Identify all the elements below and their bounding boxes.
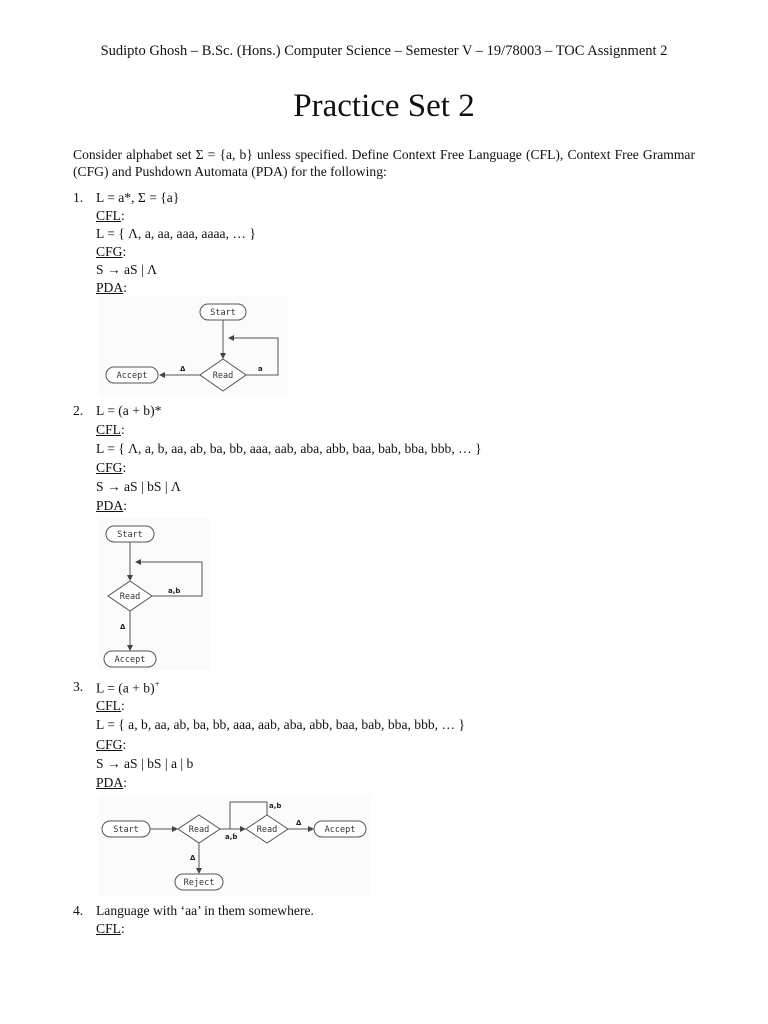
pda-label: PDA (96, 280, 124, 295)
read-node-2-label: Read (256, 825, 278, 835)
pda-label: PDA (96, 498, 124, 513)
item-1-pda-diagram (98, 296, 288, 396)
cfl-label: CFL (96, 921, 121, 936)
loop-label: a,b (168, 587, 181, 595)
item-1-question: L = a*, Σ = {a} (96, 190, 180, 205)
colon: : (123, 775, 127, 790)
item-4-question: Language with ‘aa’ in them somewhere. (96, 903, 314, 918)
item-4-cfl-heading (96, 921, 125, 937)
colon: : (122, 460, 127, 475)
cfg-label: CFG (96, 244, 123, 259)
start-node-label: Start (117, 530, 143, 540)
item-2-cfl: L = { Λ, a, b, aa, ab, ba, bb, aaa, aab, aba, abb, baa, bab, bba, bbb, … } (96, 441, 482, 456)
intro-paragraph: Consider alphabet set Σ = {a, b} unless specified. Define Context Free Language (CFL), Context Free Grammar (CFG) and Pushdown Automata (PDA) for the following: (73, 147, 695, 179)
read-node-label: Read (212, 371, 234, 381)
colon: : (122, 244, 127, 259)
loop-label: a,b (269, 802, 282, 810)
colon: : (120, 921, 125, 936)
exit-2-label: Δ (296, 819, 302, 827)
item-3-cfg: S → aS | bS | a | b (96, 756, 194, 771)
item-1-cfl-heading (96, 208, 125, 224)
item-2-number: 2. (73, 403, 84, 418)
cfl-label: CFL (96, 422, 121, 437)
item-4-number: 4. (73, 903, 84, 918)
read-node-label: Read (119, 592, 141, 602)
mid-label: a,b (225, 833, 238, 841)
item-2-pda-heading (96, 498, 127, 514)
loop-label: a (258, 365, 263, 373)
start-node-label: Start (210, 308, 236, 318)
exit-label: Δ (180, 365, 186, 373)
cfg-label: CFG (96, 460, 123, 475)
item-3-question (96, 679, 160, 697)
reject-node-label: Reject (183, 878, 215, 888)
accept-node-label: Accept (324, 825, 356, 835)
read-node-1-label: Read (188, 825, 210, 835)
exit-1-label: Δ (190, 854, 196, 862)
item-3-number: 3. (73, 679, 84, 694)
colon: : (120, 208, 125, 223)
accept-node-label: Accept (116, 371, 148, 381)
item-3-cfg-heading (96, 737, 126, 753)
start-node-label: Start (113, 825, 139, 835)
cfg-label: CFG (96, 737, 123, 752)
item-2-cfg-heading (96, 460, 126, 476)
item-1-number: 1. (73, 190, 84, 205)
cfl-label: CFL (96, 698, 121, 713)
item-1-cfg-heading (96, 244, 126, 260)
question-base: L = (a + b) (96, 680, 155, 696)
item-2-pda-diagram (98, 518, 210, 670)
item-3-pda-diagram (98, 796, 370, 896)
question-superscript: + (154, 679, 160, 689)
colon: : (122, 737, 127, 752)
item-3-cfl-heading (96, 698, 125, 714)
item-1-cfg: S → aS | Λ (96, 262, 157, 277)
item-2-cfg: S → aS | bS | Λ (96, 479, 181, 494)
page-header: Sudipto Ghosh – B.Sc. (Hons.) Computer Science – Semester V – 19/78003 – TOC Assignment 2 (100, 43, 668, 59)
pda-label: PDA (96, 775, 124, 790)
item-3-cfl: L = { a, b, aa, ab, ba, bb, aaa, aab, aba, abb, baa, bab, bba, bbb, … } (96, 717, 465, 732)
cfl-label: CFL (96, 208, 121, 223)
colon: : (123, 280, 127, 295)
accept-node-label: Accept (114, 655, 146, 665)
page-title: Practice Set 2 (293, 88, 475, 124)
item-2-cfl-heading (96, 422, 125, 438)
item-3-pda-heading (96, 775, 127, 791)
colon: : (120, 698, 125, 713)
colon: : (123, 498, 127, 513)
item-1-pda-heading (96, 280, 127, 296)
exit-label: Δ (120, 623, 126, 631)
item-1-cfl: L = { Λ, a, aa, aaa, aaaa, … } (96, 226, 256, 241)
colon: : (120, 422, 125, 437)
item-2-question: L = (a + b)* (96, 403, 162, 418)
